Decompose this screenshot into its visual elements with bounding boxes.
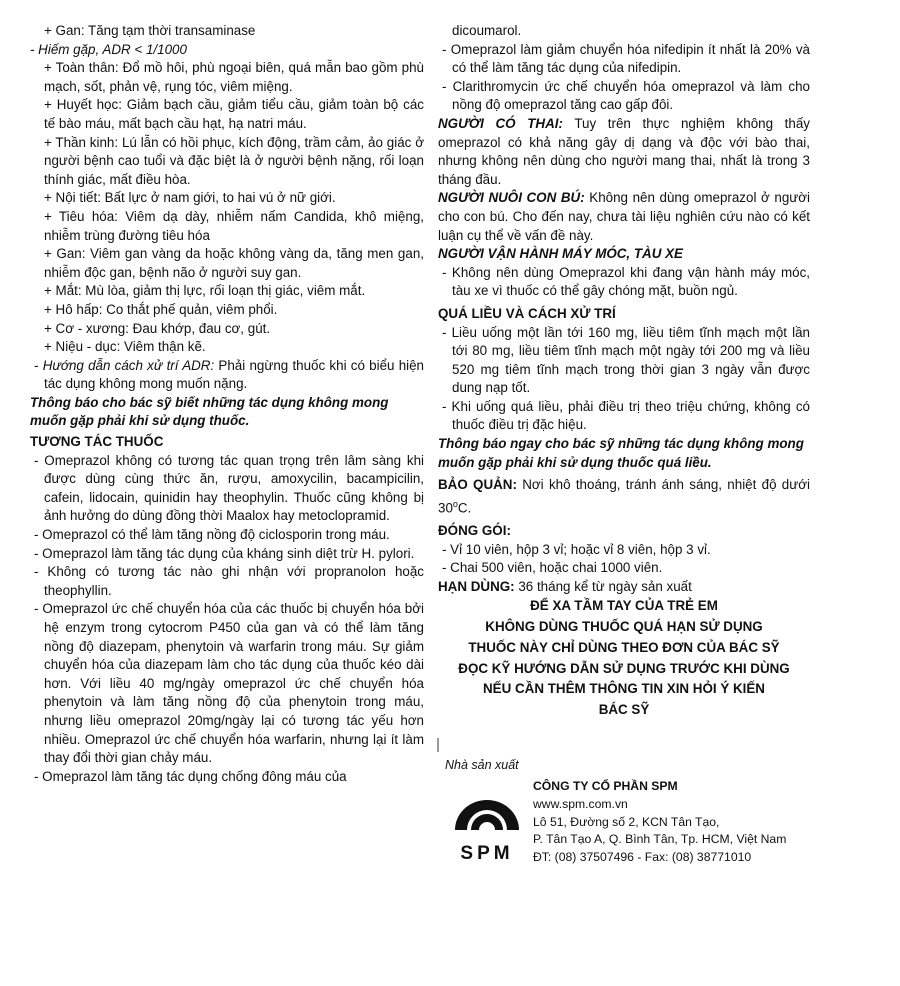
spm-logo-text: SPM <box>460 843 514 864</box>
adr-liver-transient: + Gan: Tăng tạm thời transaminase <box>44 23 256 38</box>
adr-hematology: + Huyết học: Giảm bạch cầu, giảm tiểu cầu, giảm toàn bộ các tế bào máu, mất bạch cầu hạt, hạ natri máu. <box>44 97 424 131</box>
stray-mark-decoration <box>437 738 439 752</box>
expiry-section <box>438 578 810 597</box>
warning-line: NẾU CẦN THÊM THÔNG TIN XIN HỎI Ý KIẾN <box>483 681 765 697</box>
interaction-item: - Omeprazol làm giảm chuyển hóa nifedipin ít nhất là 20% và có thể làm tăng tác dụng của nifedipin. <box>442 41 810 76</box>
packing-heading: ĐÓNG GÓI: <box>438 522 511 538</box>
overdose-notice: Thông báo ngay cho bác sỹ những tác dụng không mong muốn gặp phải khi sử dụng thuốc quá liều. <box>438 436 804 470</box>
warning-line: ĐỌC KỸ HƯỚNG DẪN SỬ DỤNG TRƯỚC KHI DÙNG <box>458 660 790 676</box>
storage-text: Nơi khô thoáng, tránh ánh sáng, nhiệt độ dưới 30 <box>438 477 810 516</box>
adr-liver: + Gan: Viêm gan vàng da hoặc không vàng da, tăng men gan, nhiễm độc gan, bệnh não ở người suy gan. <box>44 246 424 280</box>
interaction-item: - Omeprazol không có tương tác quan trọng trên lâm sàng khi được dùng cùng thức ăn, rượu, amoxycilin, bacampicilin, cafein, lidocain, quinidin hay theophylin. Thuốc cũng không bị ảnh hưởng do dùng đồng thời Maalox hay metoclopramid. <box>34 452 424 524</box>
warning-line: KHÔNG DÙNG THUỐC QUÁ HẠN SỬ DỤNG <box>485 619 763 635</box>
interaction-item: - Omeprazol làm tăng tác dụng của kháng sinh diệt trừ H. pylori. <box>34 545 415 561</box>
warning-line: ĐỂ XA TẦM TAY CỦA TRẺ EM <box>530 598 718 614</box>
company-address-line2: P. Tân Tạo A, Q. Bình Tân, Tp. HCM, Việt Nam <box>533 832 787 847</box>
adr-urogenital: + Niệu - dục: Viêm thận kẽ. <box>44 339 206 355</box>
expiry-text: 36 tháng kể từ ngày sản xuất <box>514 578 692 594</box>
adr-eye: + Mắt: Mù lòa, giảm thị lực, rối loạn thị giác, viêm mắt. <box>44 283 366 299</box>
lactation-label: NGƯỜI NUÔI CON BÚ: <box>438 190 585 206</box>
warning-line: BÁC SỸ <box>598 702 650 718</box>
left-column <box>30 22 424 786</box>
adr-respiratory: + Hô hấp: Co thắt phế quản, viêm phổi. <box>44 301 278 317</box>
pregnancy-section <box>438 115 810 189</box>
company-website: www.spm.com.vn <box>533 796 628 811</box>
adr-notice: Thông báo cho bác sỹ biết những tác dụng không mong muốn gặp phải khi sử dụng thuốc. <box>30 394 389 429</box>
machine-text: - Không nên dùng Omeprazol khi đang vận hành máy móc, tàu xe vì thuốc có thể gây chóng mặt, buồn ngủ. <box>442 264 810 299</box>
adr-guidance-label: Hướng dẫn cách xử trí ADR: <box>42 357 215 373</box>
adr-neurology: + Thần kinh: Lú lẫn có hồi phục, kích động, trầm cảm, ảo giác ở người bệnh cao tuổi và đặc biệt là ở người bệnh nặng, rối loạn thính giác, mất điều hòa. <box>44 134 424 187</box>
manufacturer-label: Nhà sản xuất <box>445 758 519 772</box>
overdose-item: - Khi uống quá liều, phải điều trị theo triệu chứng, không có thuốc điều trị đặc hiệu. <box>442 398 810 433</box>
interaction-item: - Omeprazol có thể làm tăng nồng độ ciclosporin trong máu. <box>34 527 390 543</box>
adr-general: + Toàn thân: Đổ mồ hôi, phù ngoại biên, quá mẫn bao gồm phù mạch, sốt, phản vệ, rụng tóc, viêm miệng. <box>44 60 424 94</box>
overdose-item: - Liều uống một lần tới 160 mg, liều tiêm tĩnh mạch một lần tới 80 mg, liều tiêm tĩnh mạch một ngày tới 200 mg và liều 520 mg tiêm tĩnh mạch trong thời gian 3 ngày vẫn được dung nạp tốt. <box>442 324 810 396</box>
pregnancy-text: Tuy trên thực nghiệm không thấy omeprazol có khả năng gây dị dạng và độc với bào thai, nhưng không nên dùng cho người mang thai, nhất là trong 3 tháng đầu. <box>438 115 810 187</box>
right-column <box>438 22 810 721</box>
storage-unit: C. <box>457 500 472 516</box>
company-phone: ĐT: (08) 37507496 - Fax: (08) 38771010 <box>533 850 752 865</box>
expiry-label: HẠN DÙNG: <box>438 578 515 594</box>
pregnancy-label: NGƯỜI CÓ THAI: <box>438 115 563 131</box>
adr-musculoskeletal: + Cơ - xương: Đau khớp, đau cơ, gút. <box>44 320 271 336</box>
packing-item: - Vỉ 10 viên, hộp 3 vỉ; hoặc vỉ 8 viên, hộp 3 vỉ. <box>442 541 711 557</box>
storage-label: BẢO QUẢN: <box>438 477 517 493</box>
storage-degree: o <box>452 498 458 509</box>
manufacturer-block <box>445 756 845 865</box>
adr-rare-heading: - Hiếm gặp, ADR < 1/1000 <box>30 41 187 57</box>
interaction-item: - Omeprazol làm tăng tác dụng chống đông máu của <box>34 768 347 784</box>
spm-logo-icon <box>445 784 529 864</box>
interaction-item: - Omeprazol ức chế chuyển hóa của các thuốc bị chuyển hóa bởi hệ enzym trong cytocrom P450 của gan và có thể làm tăng nồng độ diazepam, phenytoin và warfarin trong máu. Sự giảm chuyển hóa của diazepam làm cho tác dụng của thuốc kéo dài hơn. Với liều 40 mg/ngày omeprazol ức chế chuyển hóa phenytoin và làm tăng nồng độ của phenytoin trong máu, nhưng liều omeprazol 20mg/ngày lại có tương tác yếu hơn nhiều. Omeprazol ức chế chuyển hóa warfarin, nhưng lại ít làm thay đổi thời gian chảy máu. <box>34 601 424 766</box>
adr-digestive: + Tiêu hóa: Viêm dạ dày, nhiễm nấm Candida, khô miệng, nhiễm trùng đường tiêu hóa <box>44 208 424 243</box>
interactions-heading: TƯƠNG TÁC THUỐC <box>30 434 164 450</box>
company-address-line1: Lô 51, Đường số 2, KCN Tân Tạo, <box>533 814 720 829</box>
machine-heading: NGƯỜI VẬN HÀNH MÁY MÓC, TÀU XE <box>438 246 683 262</box>
company-info <box>533 778 853 867</box>
interaction-item: - Không có tương tác nào ghi nhận với propranolon hoặc theophyllin. <box>34 564 424 598</box>
overdose-heading: QUÁ LIỀU VÀ CÁCH XỬ TRÍ <box>438 305 616 321</box>
adr-guidance: - Hướng dẫn cách xử trí ADR: Phải ngừng thuốc khi có biểu hiện tác dụng không mong muốn nặng. <box>34 357 425 392</box>
packing-item: - Chai 500 viên, hoặc chai 1000 viên. <box>442 560 663 576</box>
warnings-block <box>438 596 810 721</box>
interaction-item: - Clarithromycin ức chế chuyển hóa omeprazol và làm cho nồng độ omeprazol tăng cao gấp đôi. <box>442 78 810 113</box>
adr-guidance-text: Phải ngừng thuốc khi có biểu hiện tác dụng không mong muốn nặng. <box>44 357 425 392</box>
company-name: CÔNG TY CỔ PHẦN SPM <box>533 779 678 793</box>
lactation-text: Không nên dùng omeprazol ở người cho con bú. Cho đến nay, chưa tài liệu nghiên cứu nào có kết luận cụ thể về vấn đề này. <box>438 190 811 243</box>
lactation-section <box>438 189 810 245</box>
interaction-continued: dicoumarol. <box>452 23 522 38</box>
adr-endocrine: + Nội tiết: Bất lực ở nam giới, to hai vú ở nữ giới. <box>44 190 336 206</box>
warning-line: THUỐC NÀY CHỈ DÙNG THEO ĐƠN CỦA BÁC SỸ <box>468 639 780 655</box>
storage-section <box>438 476 810 518</box>
